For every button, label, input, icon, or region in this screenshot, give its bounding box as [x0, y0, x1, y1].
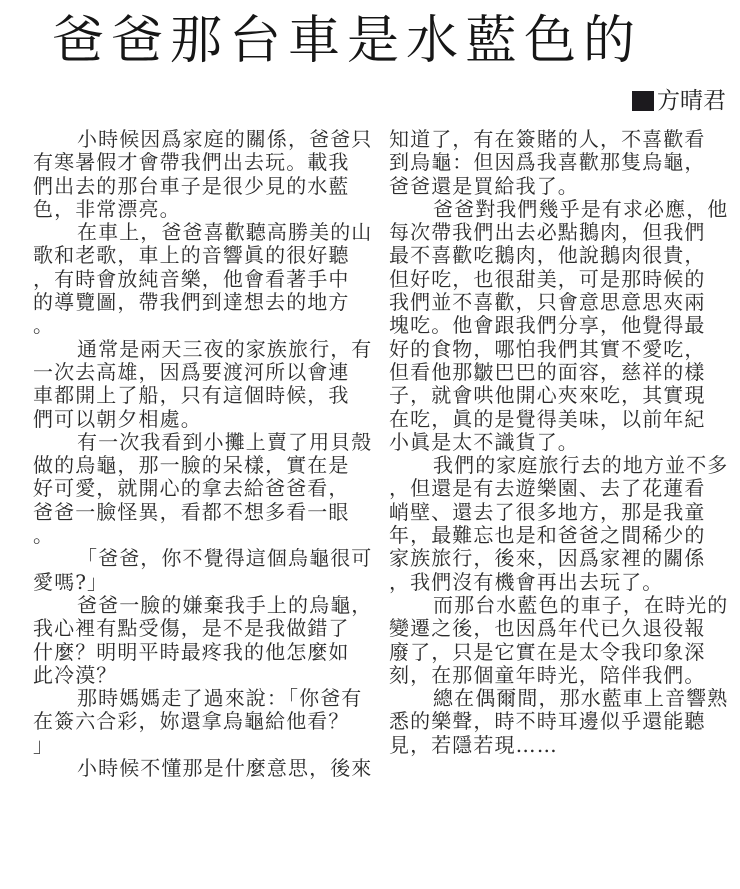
article-text-line: 小時候不懂那是什麼意思，後來: [77, 756, 373, 781]
article-text-line: ，我們沒有機會再出去玩了。: [389, 569, 664, 594]
article-text-line: 知道了，有在簽賭的人，不喜歡看: [389, 127, 706, 151]
article-text-line: 在簽六合彩，妳還拿烏龜給他看？: [33, 709, 350, 734]
article-text-line: 我們並不喜歡，只會意思意思夾兩: [389, 290, 706, 315]
article-text-line: 們可以朝夕相處。: [33, 406, 202, 431]
article-text-line: 在吃，眞的是覺得美味，以前年紀: [389, 406, 706, 431]
article-text-line: 愛嗎?」: [33, 569, 109, 594]
article-text-line: 家族旅行，後來，因爲家裡的關係: [389, 546, 706, 571]
article-text-line: 」: [33, 732, 55, 757]
byline: [632, 86, 726, 116]
article-text-line: 小時候因爲家庭的關係，爸爸只: [77, 127, 373, 151]
article-text-line: 我心裡有點受傷，是不是我做錯了: [33, 616, 350, 641]
article-text-line: 車都開上了船，只有這個時候，我: [33, 383, 350, 408]
article-text-line: 爸爸一臉的嫌棄我手上的烏龜，: [77, 592, 373, 617]
article-text-line: 色，非常漂亮。: [33, 196, 181, 221]
article-text-line: 一次去高雄，因爲要渡河所以會連: [33, 359, 350, 384]
article-text-line: 有一次我看到小攤上賣了用貝殼: [77, 429, 373, 454]
article-text-line: 好可愛，就開心的拿去給爸爸看，: [33, 476, 350, 501]
article-text-line: 變遷之後，也因爲年代已久退役報: [389, 616, 706, 641]
article-text-line: 好的食物，哪怕我們其實不愛吃，: [389, 336, 706, 361]
article-text-line: 刻，在那個童年時光，陪伴我們。: [389, 662, 706, 687]
article-column-right: [389, 128, 729, 757]
black-square-icon: [632, 91, 654, 111]
article-text-line: 但好吃，也很甜美，可是那時候的: [389, 266, 706, 291]
article-text-line: 每次帶我們出去必點鵝肉，但我們: [389, 220, 706, 245]
article-text-line: 到烏龜：但因爲我喜歡那隻烏龜，: [389, 150, 706, 175]
article-text-line: 最不喜歡吃鵝肉，他說鵝肉很貴，: [389, 243, 706, 268]
article-text-line: 爸爸對我們幾乎是有求必應，他: [433, 196, 729, 221]
article-text-line: 此冷漠？: [33, 662, 118, 687]
article-text-line: 而那台水藍色的車子，在時光的: [433, 592, 729, 617]
article-text-line: 通常是兩天三夜的家族旅行，有: [77, 336, 373, 361]
article-text-line: 。: [33, 313, 55, 338]
article-text-line: 那時媽媽走了過來說：「你爸有: [77, 686, 363, 711]
article-text-line: 「爸爸，你不覺得這個烏龜很可: [77, 546, 373, 571]
article-text-line: 塊吃。他會跟我們分享，他覺得最: [389, 313, 706, 338]
article-text-line: ，但還是有去遊樂園、去了花蓮看: [389, 476, 706, 501]
article-text-line: 但看他那皺巴巴的面容，慈祥的樣: [389, 359, 706, 384]
article-text-line: 小眞是太不識貨了。: [389, 429, 579, 454]
article-text-line: 子，就會哄他開心夾來吃，其實現: [389, 383, 706, 408]
article-text-line: 歌和老歌，車上的音響眞的很好聽: [33, 243, 350, 268]
article-text-line: 的導覽圖，帶我們到達想去的地方: [33, 290, 350, 315]
article-text-line: 廢了，只是它實在是太令我印象深: [389, 639, 706, 664]
article-text-line: ，有時會放純音樂，他會看著手中: [33, 266, 350, 291]
article-title: 爸爸那台車是水藍色的: [52, 11, 643, 71]
article-text-line: 見，若隱若現……: [389, 732, 558, 757]
article-text-line: 峭壁、還去了很多地方，那是我童: [389, 499, 706, 524]
author-name: 方晴君: [657, 88, 726, 114]
article-text-line: 有寒暑假才會帶我們出去玩。載我: [33, 150, 350, 175]
article-text-line: 我們的家庭旅行去的地方並不多: [433, 453, 729, 478]
article-text-line: 爸爸還是買給我了。: [389, 173, 579, 198]
article-text-line: 什麼？明明平時最疼我的他怎麼如: [33, 639, 350, 664]
article-text-line: 年，最難忘也是和爸爸之間稀少的: [389, 523, 706, 548]
article-text-line: 。: [33, 523, 55, 548]
article-text-line: 悉的樂聲，時不時耳邊似乎還能聽: [389, 709, 706, 734]
article-column-left: [33, 128, 373, 780]
article-text-line: 們出去的那台車子是很少見的水藍: [33, 173, 350, 198]
article-text-line: 在車上，爸爸喜歡聽高勝美的山: [77, 220, 373, 245]
article-text-line: 爸爸一臉怪異，看都不想多看一眼: [33, 499, 350, 524]
article-text-line: 總在偶爾間，那水藍車上音響熟: [433, 686, 729, 711]
article-text-line: 做的烏龜，那一臉的呆樣，實在是: [33, 453, 350, 478]
